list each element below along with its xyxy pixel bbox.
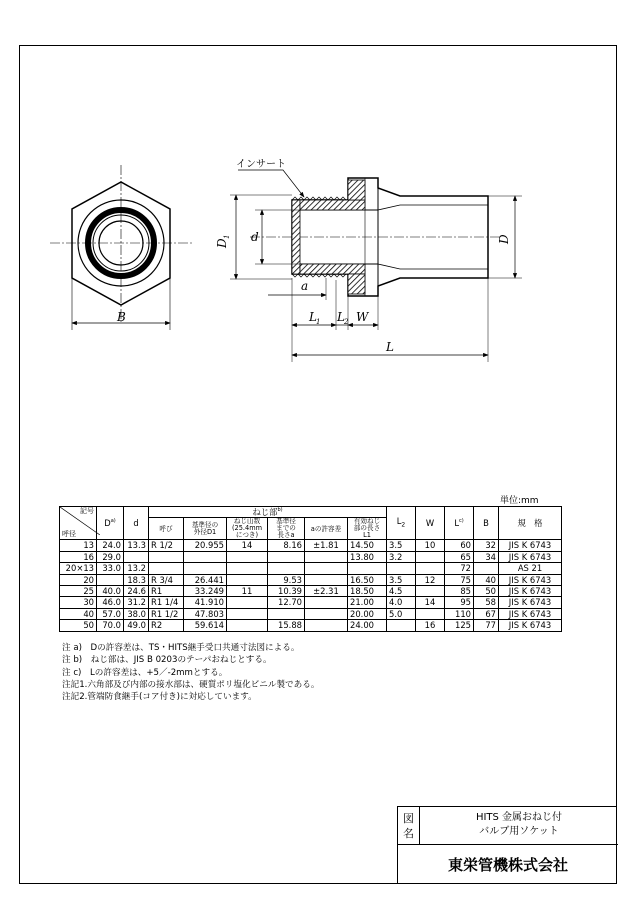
kigo-label: 記号	[80, 507, 94, 515]
table-cell: 60	[445, 540, 474, 551]
header-L: $L^{c)}$	[445, 507, 474, 540]
table-cell: JIS K 6743	[499, 585, 562, 596]
table-cell: 70.0	[97, 620, 124, 631]
table-row	[60, 540, 562, 551]
table-cell: 67	[474, 608, 499, 619]
header-L2: $L_2$	[387, 507, 416, 540]
table-cell	[305, 574, 348, 585]
table-cell: 31.2	[124, 597, 149, 608]
table-cell: 24.00	[348, 620, 387, 631]
table-cell	[416, 551, 445, 562]
header-nejibu: ねじ部$^{b)}$	[149, 507, 387, 518]
table-cell: 11	[227, 585, 268, 596]
table-cell	[305, 597, 348, 608]
table-cell: 34	[474, 551, 499, 562]
table-cell: 9.53	[268, 574, 305, 585]
dim-D1-label	[215, 235, 231, 249]
table-cell: 4.0	[387, 597, 416, 608]
table-row	[60, 585, 562, 596]
note-c: 注 c) Lの許容差は、+5／-2mmとする。	[62, 667, 228, 678]
table-cell	[124, 551, 149, 562]
table-cell	[149, 563, 184, 574]
table-cell: 59.614	[184, 620, 227, 631]
dim-L1-sub: 1	[316, 318, 321, 326]
table-cell: R2	[149, 620, 184, 631]
table-cell: 24.0	[97, 540, 124, 551]
table-cell: 16.50	[348, 574, 387, 585]
table-cell: 14	[416, 597, 445, 608]
table-cell: 8.16	[268, 540, 305, 551]
table-cell	[184, 551, 227, 562]
notes	[62, 642, 319, 703]
table-cell: 50	[474, 585, 499, 596]
note-b: 注 b) ねじ部は、JIS B 0203のテーパおねじとする。	[62, 655, 272, 666]
header-W: W	[416, 507, 445, 540]
table-cell: ±2.31	[305, 585, 348, 596]
table-cell: 18.3	[124, 574, 149, 585]
table-cell: JIS K 6743	[499, 551, 562, 562]
dim-L2-label: L	[337, 310, 345, 324]
table-cell: 33.249	[184, 585, 227, 596]
table-cell: 12	[416, 574, 445, 585]
title-block	[397, 806, 617, 884]
header-kijunmade: 基準径 までの 長さa	[268, 518, 305, 540]
table-cell: ±1.81	[305, 540, 348, 551]
table-cell: 125	[445, 620, 474, 631]
table-cell: 3.5	[387, 540, 416, 551]
table-cell: 46.0	[97, 597, 124, 608]
table-cell: 13.2	[124, 563, 149, 574]
table-cell	[268, 551, 305, 562]
table-cell	[227, 551, 268, 562]
table-cell: 16	[60, 551, 97, 562]
table-row	[60, 608, 562, 619]
table-row	[60, 551, 562, 562]
table-cell: 32	[474, 540, 499, 551]
table-cell: 4.5	[387, 585, 416, 596]
header-yamasu: ねじ山数 (25.4mm につき)	[227, 518, 268, 540]
drawing-title: HITS 金属おねじ付 バルブ用ソケット	[420, 807, 618, 845]
header-kikaku: 規 格	[499, 507, 562, 540]
header-kyoyo: aの許容差	[305, 518, 348, 540]
table-cell	[305, 620, 348, 631]
dim-L1-label: L	[309, 310, 317, 324]
header-D: $D^{a)}$	[97, 507, 124, 540]
table-cell: 3.2	[387, 551, 416, 562]
table-cell	[227, 608, 268, 619]
table-cell: 38.0	[124, 608, 149, 619]
table-cell	[227, 597, 268, 608]
table-row	[60, 597, 562, 608]
table-cell: 47.803	[184, 608, 227, 619]
table-cell: 3.5	[387, 574, 416, 585]
svg-text:1: 1	[223, 234, 231, 239]
table-cell	[305, 551, 348, 562]
table-cell	[416, 608, 445, 619]
dim-L-label: L	[386, 340, 394, 354]
table-cell: JIS K 6743	[499, 540, 562, 551]
dim-W-label: W	[356, 310, 369, 324]
table-cell: 58	[474, 597, 499, 608]
dim-B-label: B	[117, 310, 126, 324]
table-cell: 24.6	[124, 585, 149, 596]
table-cell: 20	[60, 574, 97, 585]
spec-table-body	[60, 540, 562, 631]
table-row	[60, 574, 562, 585]
table-cell: 25	[60, 585, 97, 596]
note-a: 注 a) Dの許容差は、TS・HITS継手受口共通寸法図による。	[62, 643, 300, 653]
dim-d-label: d	[251, 230, 259, 244]
table-cell: 21.00	[348, 597, 387, 608]
table-cell	[149, 551, 184, 562]
table-cell: 33.0	[97, 563, 124, 574]
table-cell	[305, 608, 348, 619]
table-cell: 20.00	[348, 608, 387, 619]
table-cell: 110	[445, 608, 474, 619]
table-cell: 18.50	[348, 585, 387, 596]
table-cell: 26.441	[184, 574, 227, 585]
yobikei-label: 呼径	[62, 530, 76, 539]
table-cell: R 1/2	[149, 540, 184, 551]
table-cell: 85	[445, 585, 474, 596]
table-cell: 15.88	[268, 620, 305, 631]
table-cell: JIS K 6743	[499, 620, 562, 631]
title-label: 図 名	[398, 807, 420, 845]
table-cell	[305, 563, 348, 574]
table-cell	[348, 563, 387, 574]
unit-label: 単位:mm	[500, 496, 539, 506]
table-cell	[387, 563, 416, 574]
table-cell: R1	[149, 585, 184, 596]
note-1: 注記1.六角部及び内部の接水部は、硬質ポリ塩化ビニル製である。	[62, 679, 320, 690]
table-cell: JIS K 6743	[499, 597, 562, 608]
svg-text:D: D	[215, 238, 229, 248]
table-cell	[268, 563, 305, 574]
table-cell: R 3/4	[149, 574, 184, 585]
table-cell: 75	[445, 574, 474, 585]
table-cell: R1 1/4	[149, 597, 184, 608]
table-cell: 13.80	[348, 551, 387, 562]
table-cell	[227, 620, 268, 631]
table-cell: 30	[60, 597, 97, 608]
table-cell	[227, 563, 268, 574]
table-cell: 49.0	[124, 620, 149, 631]
table-cell: 5.0	[387, 608, 416, 619]
header-B: B	[474, 507, 499, 540]
table-cell: JIS K 6743	[499, 574, 562, 585]
table-cell: 10.39	[268, 585, 305, 596]
table-cell	[184, 563, 227, 574]
table-cell: 16	[416, 620, 445, 631]
table-cell: 14.50	[348, 540, 387, 551]
table-cell: R1 1/2	[149, 608, 184, 619]
table-cell	[268, 608, 305, 619]
header-yuko: 有効ねじ 部の長さ L1	[348, 518, 387, 540]
side-view	[230, 170, 522, 362]
table-row	[60, 620, 562, 631]
insert-label: インサート	[236, 159, 286, 170]
table-cell	[97, 574, 124, 585]
table-cell	[227, 574, 268, 585]
table-cell: 13	[60, 540, 97, 551]
table-cell: 40.0	[97, 585, 124, 596]
table-cell: 29.0	[97, 551, 124, 562]
dim-L2-sub: 2	[344, 318, 349, 326]
corner-header-cell	[60, 507, 97, 540]
table-cell: 40	[60, 608, 97, 619]
table-cell	[416, 585, 445, 596]
table-cell: 10	[416, 540, 445, 551]
company-name: 東栄管機株式会社	[447, 856, 568, 874]
spec-table	[59, 506, 562, 632]
table-row	[60, 563, 562, 574]
header-kijunkei: 基準径の 外径D1	[184, 518, 227, 540]
svg-text:D: D	[497, 234, 511, 244]
table-cell: 13.3	[124, 540, 149, 551]
table-cell: 12.70	[268, 597, 305, 608]
table-cell: 65	[445, 551, 474, 562]
table-cell: 41.910	[184, 597, 227, 608]
hex-end-view	[50, 165, 192, 330]
dim-D-label	[497, 234, 511, 245]
table-cell	[416, 563, 445, 574]
note-2: 注記2.管端防食継手(コア付き)に対応しています。	[62, 692, 257, 703]
table-cell: 20.955	[184, 540, 227, 551]
dim-a-label: a	[301, 279, 309, 293]
header-d: d	[124, 507, 149, 540]
table-cell: JIS K 6743	[499, 608, 562, 619]
table-cell	[387, 620, 416, 631]
table-cell: 95	[445, 597, 474, 608]
table-cell: 20×13	[60, 563, 97, 574]
header-yobi: 呼び	[149, 518, 184, 540]
table-cell: AS 21	[499, 563, 562, 574]
table-cell: 77	[474, 620, 499, 631]
table-cell: 72	[445, 563, 474, 574]
table-cell: 50	[60, 620, 97, 631]
table-cell	[474, 563, 499, 574]
table-cell: 14	[227, 540, 268, 551]
table-cell: 57.0	[97, 608, 124, 619]
table-cell: 40	[474, 574, 499, 585]
